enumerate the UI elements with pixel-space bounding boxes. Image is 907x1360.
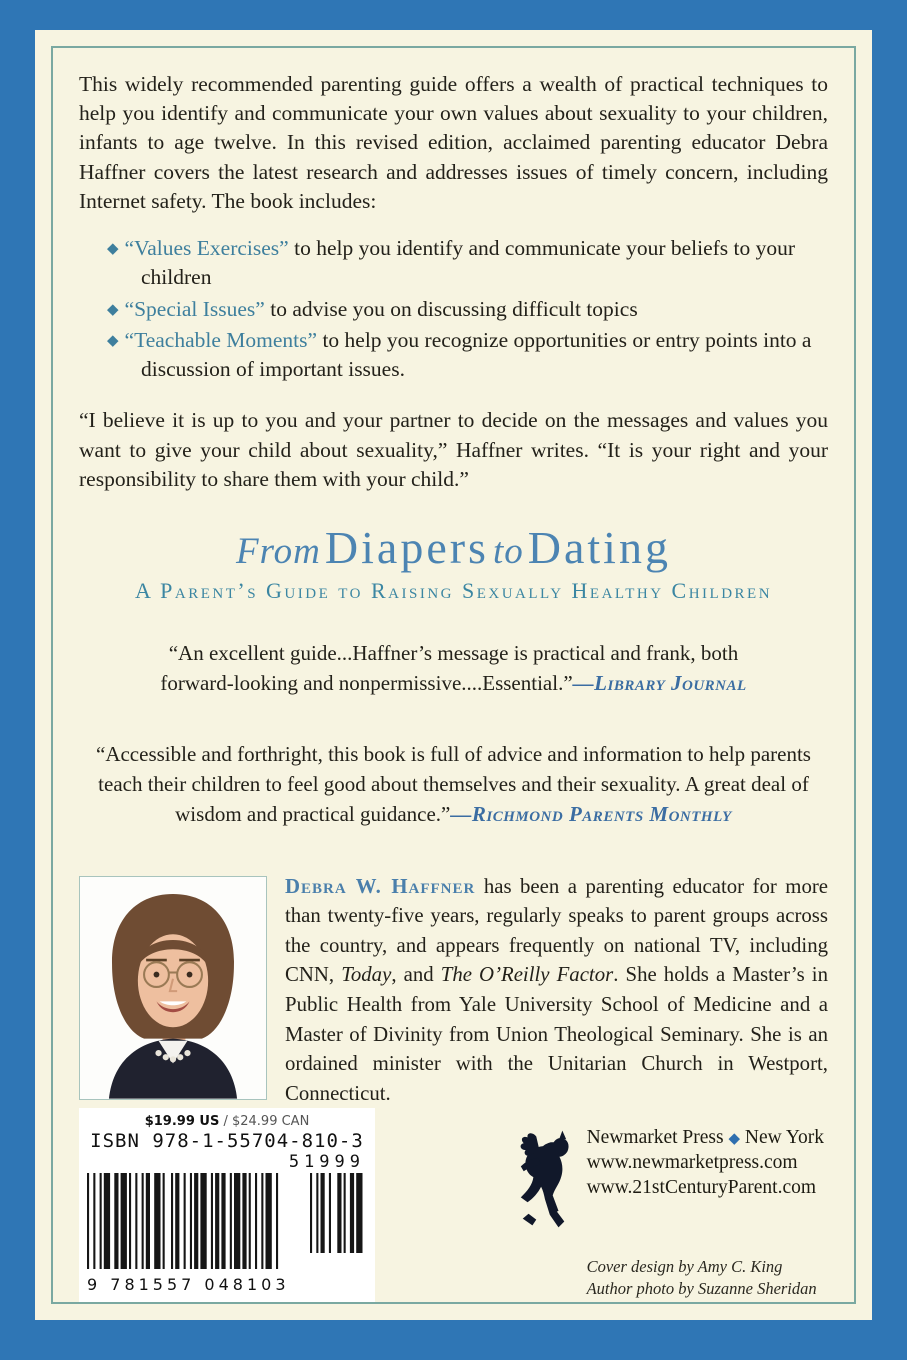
- barcode-bars-row: [87, 1173, 367, 1273]
- barcode-digits: 9 781557 048103: [87, 1275, 290, 1295]
- features-list: [79, 232, 828, 386]
- publisher-name: Newmarket Press: [586, 1127, 724, 1149]
- publisher-url-2: www.21stCenturyParent.com: [586, 1177, 817, 1199]
- horse-logo-icon: [515, 1128, 573, 1230]
- bio-text-segment: The O’Reilly Factor: [440, 963, 614, 987]
- review-quote-richmond-parents: [84, 739, 824, 830]
- bio-text-segment: Today: [341, 963, 392, 987]
- content-border-box: [51, 46, 856, 1304]
- title-word-from: From: [236, 530, 321, 572]
- intro-paragraph: This widely recommended parenting guide offers a wealth of practical techniques to help you identify and communicate your own values about sexuality to your children, infants to age twelve. In this revised edition, acclaimed parenting educator Debra Haffner covers the latest research and addresses issues of timely concern, including Internet safety. The book includes:: [79, 72, 828, 213]
- book-title-block: [79, 521, 828, 604]
- author-pull-quote: “I believe it is up to you and your partner to decide on the messages and values you want to give your child about sexuality,” Haffner writes. “It is your right and your responsibility to share them with your child.”: [79, 408, 828, 492]
- author-section: [79, 876, 828, 1108]
- review-attribution: —Richmond Parents Monthly: [450, 802, 732, 827]
- author-portrait-illustration: [80, 877, 266, 1099]
- author-photo: [79, 876, 267, 1100]
- publisher-lines: [587, 1126, 824, 1201]
- feature-highlight: “Teachable Moments”: [124, 327, 318, 352]
- review-text: “Accessible and forthright, this book is full of advice and information to help parents teach their children to feel good about themselves and their sexuality. A great deal of wisdom and practical guidance.”: [96, 741, 811, 827]
- publisher-row: [515, 1126, 824, 1230]
- book-subtitle: A Parent’s Guide to Raising Sexually Healthy Children: [134, 577, 773, 603]
- publisher-block: [515, 1108, 828, 1299]
- diamond-bullet-icon: ◆: [107, 241, 119, 258]
- bio-text-segment: . She holds a Master’s in Public Health from Yale University School of Medicine and a Master of Divinity from Union Theological Seminary. She is an ordained minister with the Unitarian Church in Westport, Connecticut.: [285, 963, 828, 1105]
- feature-highlight: “Values Exercises”: [124, 236, 289, 261]
- addon-barcode: [310, 1173, 367, 1257]
- barcode-box: [79, 1108, 375, 1302]
- author-bio: [285, 872, 828, 1108]
- publisher-url-1: www.newmarketpress.com: [586, 1152, 798, 1174]
- bio-text-segment: Debra W. Haffner: [285, 874, 476, 898]
- publisher-diamond-icon: ◆: [728, 1131, 741, 1148]
- title-word-dating: Dating: [527, 521, 671, 573]
- title-word-diapers: Diapers: [324, 521, 489, 573]
- diamond-bullet-icon: ◆: [107, 332, 119, 349]
- credits-block: [587, 1256, 824, 1299]
- price-can: / $24.99 CAN: [219, 1114, 310, 1130]
- feature-highlight: “Special Issues”: [124, 296, 265, 321]
- feature-text: to advise you on discussing difficult topics: [264, 296, 638, 321]
- isbn-number: ISBN 978-1-55704-810-3: [90, 1130, 364, 1153]
- book-title: [79, 521, 828, 574]
- bio-text-segment: has been a parenting educator for more than twenty-five years, regularly speaks to parent groups across the country, and appears frequently on national TV, including CNN,: [285, 874, 828, 987]
- cover-design-credit: Cover design by Amy C. King: [586, 1257, 783, 1277]
- feature-text: to help you recognize opportunities or entry points into a discussion of important issues.: [141, 327, 812, 382]
- feature-text: to help you identify and communicate your beliefs to your children: [141, 236, 796, 290]
- cream-panel: [35, 30, 872, 1320]
- publisher-name-line: [587, 1126, 824, 1151]
- price-us: $19.99 US: [144, 1114, 220, 1130]
- diamond-bullet-icon: ◆: [107, 301, 119, 318]
- publisher-city: New York: [744, 1127, 824, 1149]
- review-quote-library-journal: [134, 638, 774, 699]
- review-text: “An excellent guide...Haffner’s message is practical and frank, both forward-looking and nonpermissive....Essential.”: [160, 640, 739, 696]
- ean-barcode: [87, 1173, 280, 1273]
- barcode-addon-digits: 51999: [288, 1152, 365, 1173]
- feature-item: [107, 295, 828, 324]
- price-line: [87, 1114, 367, 1129]
- bio-text-segment: , and: [391, 963, 441, 987]
- review-attribution: —Library Journal: [572, 671, 747, 696]
- author-photo-credit: Author photo by Suzanne Sheridan: [586, 1278, 817, 1298]
- bottom-row: [79, 1108, 828, 1304]
- feature-item: [107, 234, 828, 292]
- title-word-to: to: [492, 530, 524, 572]
- feature-item: [107, 326, 828, 384]
